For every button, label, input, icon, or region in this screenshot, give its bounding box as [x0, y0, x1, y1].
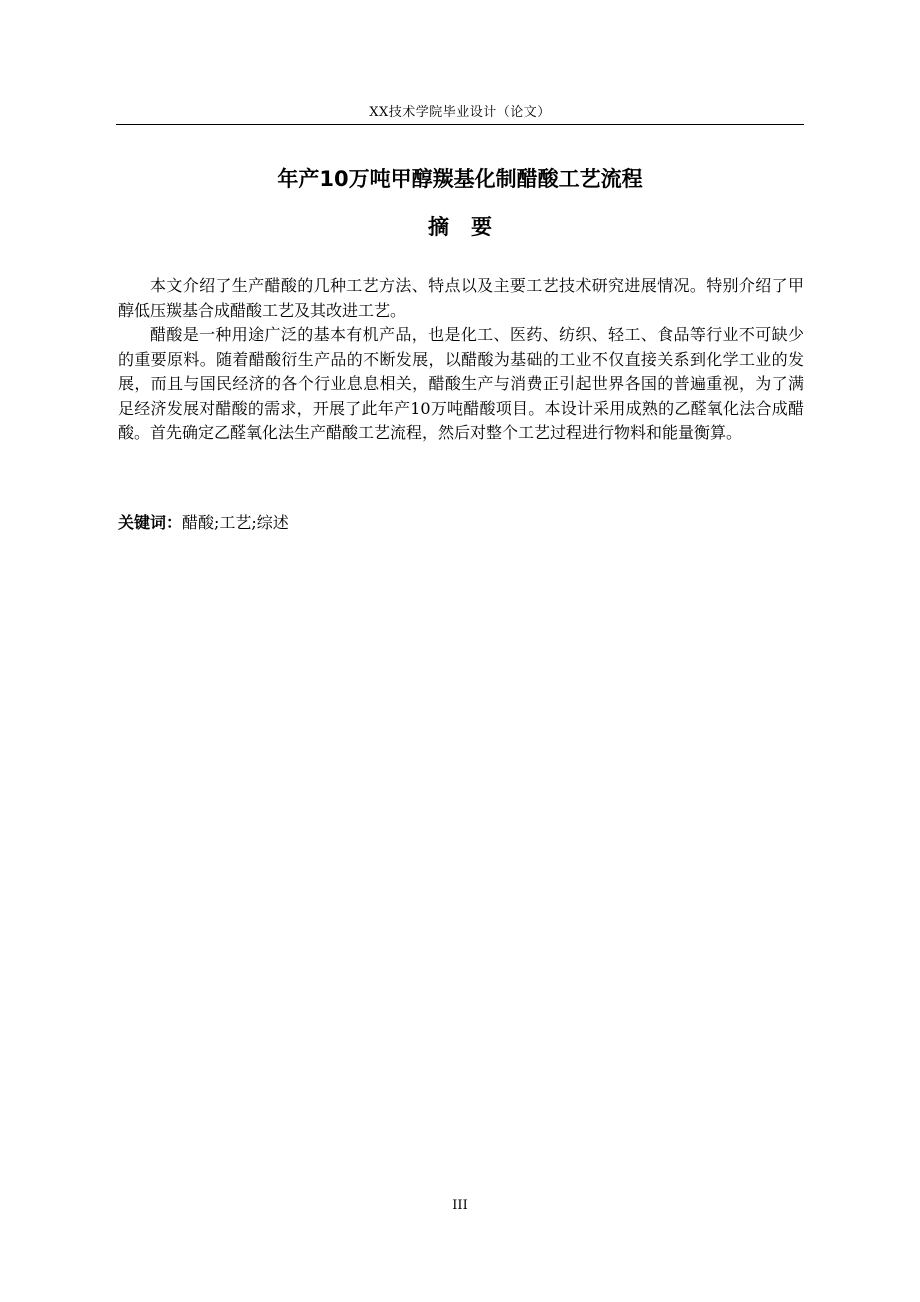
running-header: XX技术学院毕业设计（论文） [369, 105, 551, 120]
keywords-value: 醋酸;工艺;综述 [182, 513, 289, 532]
keywords-line [118, 511, 804, 535]
abstract-paragraph-1: 本文介绍了生产醋酸的几种工艺方法、特点以及主要工艺技术研究进展情况。特别介绍了甲醇低压羰基合成醋酸工艺及其改进工艺。 [118, 276, 804, 320]
page-number: III [452, 1198, 468, 1213]
document-title: 年产10万吨甲醇羰基化制醋酸工艺流程 [277, 167, 643, 191]
header-divider [116, 124, 804, 125]
abstract-paragraph-2: 醋酸是一种用途广泛的基本有机产品，也是化工、医药、纺织、轻工、食品等行业不可缺少的重要原料。随着醋酸衍生产品的不断发展，以醋酸为基础的工业不仅直接关系到化学工业的发展，而且与国民经济的各个行业息息相关，醋酸生产与消费正引起世界各国的普遍重视，为了满足经济发展对醋酸的需求，开展了此年产10万吨醋酸项目。本设计采用成熟的乙醛氧化法合成醋酸。首先确定乙醛氧化法生产醋酸工艺流程，然后对整个工艺过程进行物料和能量衡算。 [118, 325, 804, 442]
abstract-heading: 摘要 [428, 215, 514, 239]
keywords-label: 关键词： [118, 513, 183, 532]
abstract-body [118, 274, 804, 446]
